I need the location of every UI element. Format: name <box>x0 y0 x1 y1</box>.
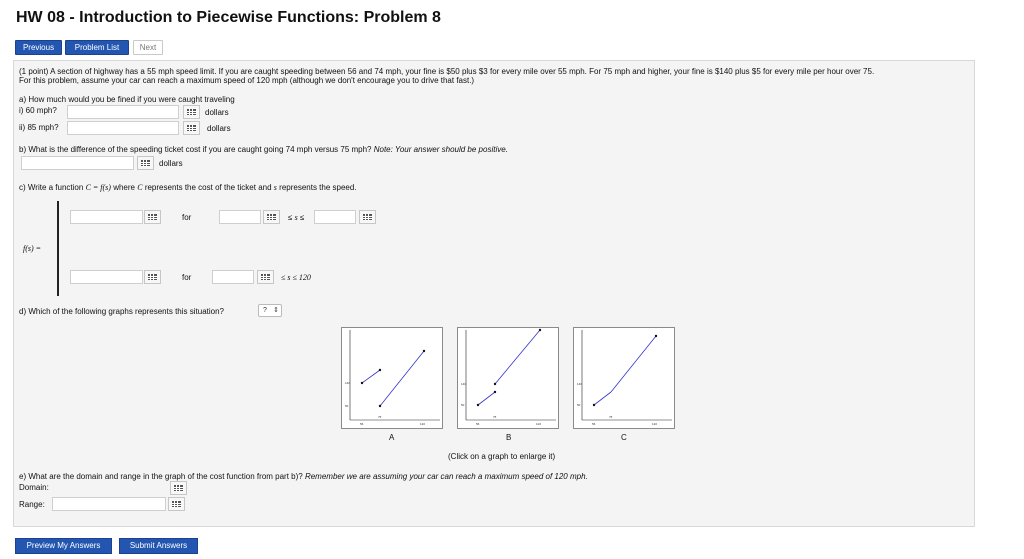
next-button[interactable]: Next <box>133 40 163 55</box>
graph-c[interactable] <box>573 327 675 429</box>
graph-c-segment-1 <box>594 392 611 405</box>
graph-b-segment-2 <box>495 330 540 384</box>
range-input[interactable] <box>52 497 166 511</box>
part-a-i-input[interactable] <box>67 105 179 119</box>
graph-c-ytick-bottom: 50 <box>577 403 581 407</box>
part-c-text-1: c) Write a function <box>19 183 84 192</box>
graph-a-ytick-bottom: 50 <box>345 404 349 408</box>
graph-b-xtick-mid: 75 <box>493 415 497 419</box>
part-b-question-text: b) What is the difference of the speeding ticket cost if you are caught going 74 mph versus 75 mph? <box>19 145 372 154</box>
equation-editor-icon <box>187 125 196 131</box>
graph-b-point <box>477 404 479 406</box>
graph-c-label: C <box>621 433 627 442</box>
equation-editor-icon <box>267 214 276 220</box>
part-c-function-expr: C = f(s) <box>85 183 111 192</box>
graph-a-ytick-top: 140 <box>345 381 351 385</box>
part-a-question: a) How much would you be fined if you were caught traveling <box>19 95 235 104</box>
graph-b-ytick-top: 140 <box>461 382 467 386</box>
submit-answers-button[interactable]: Submit Answers <box>119 538 198 554</box>
equation-editor-icon <box>148 274 157 280</box>
piece1-s: s <box>294 213 298 222</box>
graph-b-label: B <box>506 433 512 442</box>
graph-choice-value: ? <box>263 307 267 314</box>
graph-c-ytick-top: 140 <box>577 382 583 386</box>
domain-label: Domain: <box>19 483 49 492</box>
equation-editor-icon <box>172 501 181 507</box>
previous-button[interactable]: Previous <box>15 40 62 55</box>
piece2-expression-input[interactable] <box>70 270 143 284</box>
graph-c-segment-2 <box>611 336 656 392</box>
graph-a-point <box>379 405 381 407</box>
equation-editor-b[interactable] <box>137 156 154 170</box>
problem-intro-line1: (1 point) A section of highway has a 55 mph speed limit. If you are caught speeding between 56 and 74 mph, your fine is $50 plus $3 for every mile over 55 mph. For 75 mph and higher, your fine is $140 plus $5 for every mile per hour over 75. <box>19 67 875 76</box>
part-c-text-2: where <box>113 183 135 192</box>
equation-editor-domain[interactable] <box>170 481 187 495</box>
piece2-inequality: ≤ s ≤ 120 <box>281 273 311 282</box>
equation-editor-icon <box>363 214 372 220</box>
part-e-note: Remember we are assuming your car can reach a maximum speed of 120 mph. <box>304 472 588 481</box>
piece1-inequality <box>288 213 304 223</box>
piece1-expression-input[interactable] <box>70 210 143 224</box>
select-arrows-icon: ⇕ <box>273 307 279 314</box>
equation-editor-c1[interactable] <box>144 210 161 224</box>
graph-a[interactable] <box>341 327 443 429</box>
equation-editor-icon <box>141 160 150 166</box>
graph-b[interactable] <box>457 327 559 429</box>
page-title: HW 08 - Introduction to Piecewise Functions: Problem 8 <box>16 9 441 26</box>
part-b-note: Note: Your answer should be positive. <box>373 145 508 154</box>
graph-b-plot <box>458 328 558 428</box>
part-c-var-c: C <box>137 183 143 192</box>
equation-editor-c1-upper[interactable] <box>359 210 376 224</box>
graph-choice-select[interactable] <box>258 304 282 317</box>
piece2-lower-input[interactable] <box>212 270 254 284</box>
range-label: Range: <box>19 500 45 509</box>
graph-a-xtick-left: 56 <box>360 422 364 426</box>
equation-editor-c2-lower[interactable] <box>257 270 274 284</box>
piece1-leq1: ≤ <box>288 213 293 222</box>
graph-b-point <box>539 329 541 331</box>
part-b-question <box>19 145 508 155</box>
equation-editor-icon <box>261 274 270 280</box>
problem-list-button[interactable]: Problem List <box>65 40 129 55</box>
piece1-leq2: ≤ <box>299 213 305 222</box>
graph-a-segment-2 <box>380 351 424 406</box>
graph-c-xtick-left: 56 <box>592 422 596 426</box>
part-a-i-label: i) 60 mph? <box>19 106 57 115</box>
part-b-unit: dollars <box>159 159 183 168</box>
preview-answers-button[interactable]: Preview My Answers <box>15 538 112 554</box>
equation-editor-icon <box>148 214 157 220</box>
part-b-input[interactable] <box>21 156 134 170</box>
graph-b-point <box>494 383 496 385</box>
graph-b-xtick-right: 120 <box>536 422 542 426</box>
graph-c-xtick-mid: 75 <box>609 415 613 419</box>
part-d-question: d) Which of the following graphs represents this situation? <box>19 307 224 316</box>
graph-c-point <box>655 335 657 337</box>
part-c-text-3: represents the cost of the ticket and <box>144 183 272 192</box>
graph-a-point <box>379 369 381 371</box>
graph-caption: (Click on a graph to enlarge it) <box>448 452 556 461</box>
graph-b-ytick-bottom: 50 <box>461 403 465 407</box>
equation-editor-icon <box>187 109 196 115</box>
graph-c-plot <box>574 328 674 428</box>
graph-a-point <box>423 350 425 352</box>
graph-a-label: A <box>389 433 395 442</box>
graph-c-point <box>593 404 595 406</box>
piece1-for-label: for <box>182 213 192 222</box>
part-a-ii-unit: dollars <box>207 124 231 133</box>
equation-editor-a-ii[interactable] <box>183 121 200 135</box>
graph-c-xtick-right: 120 <box>652 422 658 426</box>
part-c-question <box>19 183 357 193</box>
piece2-for-label: for <box>182 273 192 282</box>
graph-a-point <box>361 382 363 384</box>
piece1-lower-input[interactable] <box>219 210 261 224</box>
part-c-var-s: s <box>273 183 277 192</box>
equation-editor-range[interactable] <box>168 497 185 511</box>
graph-b-point <box>494 391 496 393</box>
part-e-question <box>19 472 588 482</box>
graph-a-plot <box>342 328 442 428</box>
equation-editor-c2[interactable] <box>144 270 161 284</box>
fs-label: f(s) = <box>23 244 42 253</box>
graph-a-xtick-mid: 75 <box>378 415 382 419</box>
part-e-question-text: e) What are the domain and range in the graph of the cost function from part b)? <box>19 472 303 481</box>
graph-b-xtick-left: 56 <box>476 422 480 426</box>
equation-editor-icon <box>174 485 183 491</box>
graph-a-segment-1 <box>362 370 380 383</box>
equation-editor-a-i[interactable] <box>183 105 200 119</box>
graph-b-segment-1 <box>478 392 495 405</box>
equation-editor-c1-lower[interactable] <box>263 210 280 224</box>
piece1-upper-input[interactable] <box>314 210 356 224</box>
part-c-text-4: represents the speed. <box>279 183 357 192</box>
part-a-ii-label: ii) 85 mph? <box>19 123 59 132</box>
problem-intro-line2: For this problem, assume your car can reach a maximum speed of 120 mph (although we don't encourage you to drive that fast.) <box>19 76 475 85</box>
piecewise-brace <box>57 201 59 296</box>
graph-a-xtick-right: 120 <box>420 422 426 426</box>
part-a-ii-input[interactable] <box>67 121 179 135</box>
part-a-i-unit: dollars <box>205 108 229 117</box>
